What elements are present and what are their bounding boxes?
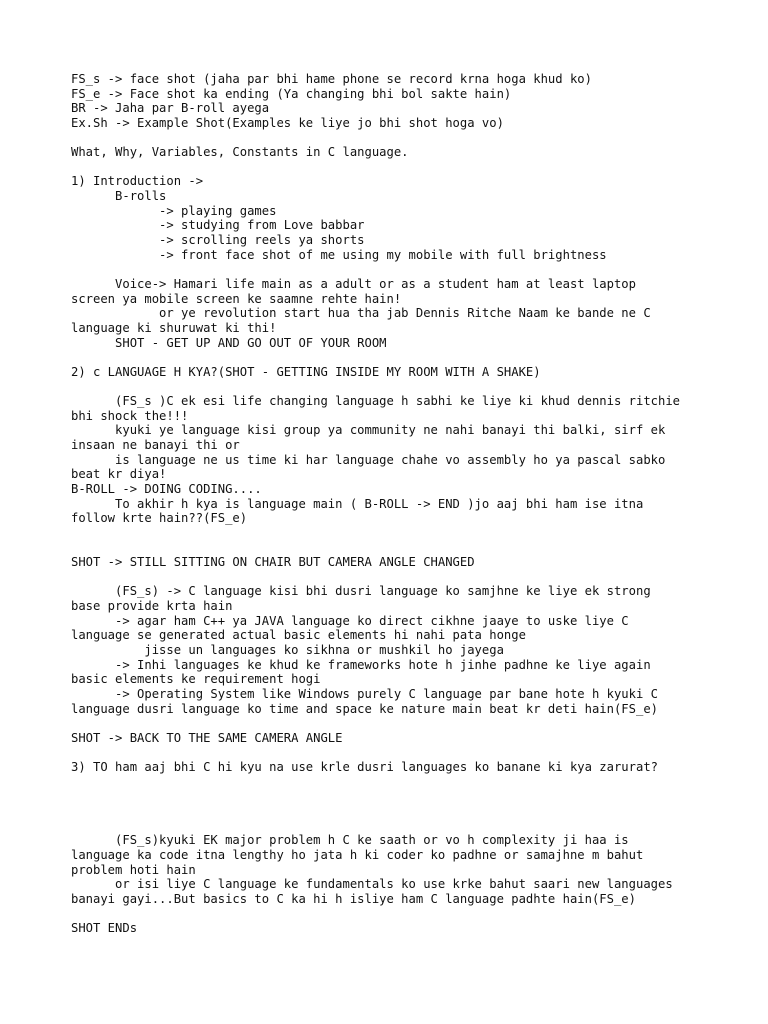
text-line: (FS_s)kyuki EK major problem h C ke saath or vo h complexity ji haa is <box>71 833 629 848</box>
text-line: SHOT -> BACK TO THE SAME CAMERA ANGLE <box>71 730 343 745</box>
text-line: 1) Introduction -> <box>71 174 204 189</box>
text-line: Ex.Sh -> Example Shot(Examples ke liye jo bhi shot hoga vo) <box>71 115 504 130</box>
text-line: -> playing games <box>71 203 277 218</box>
text-line <box>71 716 761 731</box>
document-body <box>71 72 761 936</box>
text-line: To akhir h kya is language main ( B-ROLL -> END )jo aaj bhi ham ise itna <box>71 496 644 511</box>
text-line <box>71 789 761 804</box>
text-line: BR -> Jaha par B-roll ayega <box>71 101 270 116</box>
text-line: bhi shock the!!! <box>71 408 189 423</box>
text-line <box>71 804 761 819</box>
text-line <box>71 907 761 922</box>
text-line <box>71 379 761 394</box>
text-line: language dusri language ko time and space ke nature main beat kr deti hain(FS_e) <box>71 701 658 716</box>
text-line <box>71 819 761 834</box>
text-line: 3) TO ham aaj bhi C hi kyu na use krle dusri languages ko banane ki kya zarurat? <box>71 760 658 775</box>
text-line: -> studying from Love babbar <box>71 218 365 233</box>
text-line: beat kr diya! <box>71 467 167 482</box>
text-line: FS_e -> Face shot ka ending (Ya changing bhi bol sakte hain) <box>71 86 512 101</box>
text-line <box>71 775 761 790</box>
text-line: SHOT - GET UP AND GO OUT OF YOUR ROOM <box>71 335 387 350</box>
text-line: -> Inhi languages ke khud ke frameworks hote h jinhe padhne ke liye again <box>71 657 651 672</box>
text-line: screen ya mobile screen ke saamne rehte hain! <box>71 291 402 306</box>
text-line: FS_s -> face shot (jaha par bhi hame phone se record krna hoga khud ko) <box>71 72 592 86</box>
text-line <box>71 570 761 585</box>
text-line: 2) c LANGUAGE H KYA?(SHOT - GETTING INSIDE MY ROOM WITH A SHAKE) <box>71 364 541 379</box>
text-line: (FS_s )C ek esi life changing language h sabhi ke liye ki khud dennis ritchie <box>71 394 681 409</box>
text-line: (FS_s) -> C language kisi bhi dusri language ko samjhne ke liye ek strong <box>71 584 651 599</box>
text-line <box>71 160 761 175</box>
text-line <box>71 541 761 556</box>
text-line: language ki shuruwat ki thi! <box>71 320 277 335</box>
text-line: or isi liye C language ke fundamentals ko use krke bahut saari new languages <box>71 877 673 892</box>
text-line: -> scrolling reels ya shorts <box>71 233 365 248</box>
text-line: SHOT ENDs <box>71 921 138 936</box>
text-line: or ye revolution start hua tha jab Dennis Ritche Naam ke bande ne C <box>71 306 651 321</box>
text-line: B-ROLL -> DOING CODING.... <box>71 481 262 496</box>
text-line <box>71 262 761 277</box>
text-line: insaan ne banayi thi or <box>71 438 240 453</box>
text-line: Voice-> Hamari life main as a adult or as a student ham at least laptop <box>71 276 636 291</box>
text-line: basic elements ke requirement hogi <box>71 672 321 687</box>
text-line <box>71 745 761 760</box>
text-line: jisse un languages ko sikhna or mushkil ho jayega <box>71 642 504 657</box>
text-line: language ka code itna lengthy ho jata h ki coder ko padhne or samajhne m bahut <box>71 847 644 862</box>
text-line: language se generated actual basic elements hi nahi pata honge <box>71 628 526 643</box>
text-line <box>71 350 761 365</box>
text-line: -> agar ham C++ ya JAVA language ko direct cikhne jaaye to uske liye C <box>71 613 629 628</box>
text-line: problem hoti hain <box>71 862 196 877</box>
text-line: kyuki ye language kisi group ya community ne nahi banayi thi balki, sirf ek <box>71 423 666 438</box>
text-line: banayi gayi...But basics to C ka hi h isliye ham C language padhte hain(FS_e) <box>71 891 636 906</box>
text-line <box>71 526 761 541</box>
text-line: What, Why, Variables, Constants in C language. <box>71 145 409 160</box>
text-line: is language ne us time ki har language chahe vo assembly ho ya pascal sabko <box>71 452 666 467</box>
text-line <box>71 131 761 146</box>
text-line: -> front face shot of me using my mobile with full brightness <box>71 247 607 262</box>
text-line: follow krte hain??(FS_e) <box>71 511 248 526</box>
text-line: -> Operating System like Windows purely C language par bane hote h kyuki C <box>71 686 658 701</box>
text-line: B-rolls <box>71 189 167 204</box>
text-line: base provide krta hain <box>71 599 233 614</box>
text-line: SHOT -> STILL SITTING ON CHAIR BUT CAMERA ANGLE CHANGED <box>71 555 475 570</box>
